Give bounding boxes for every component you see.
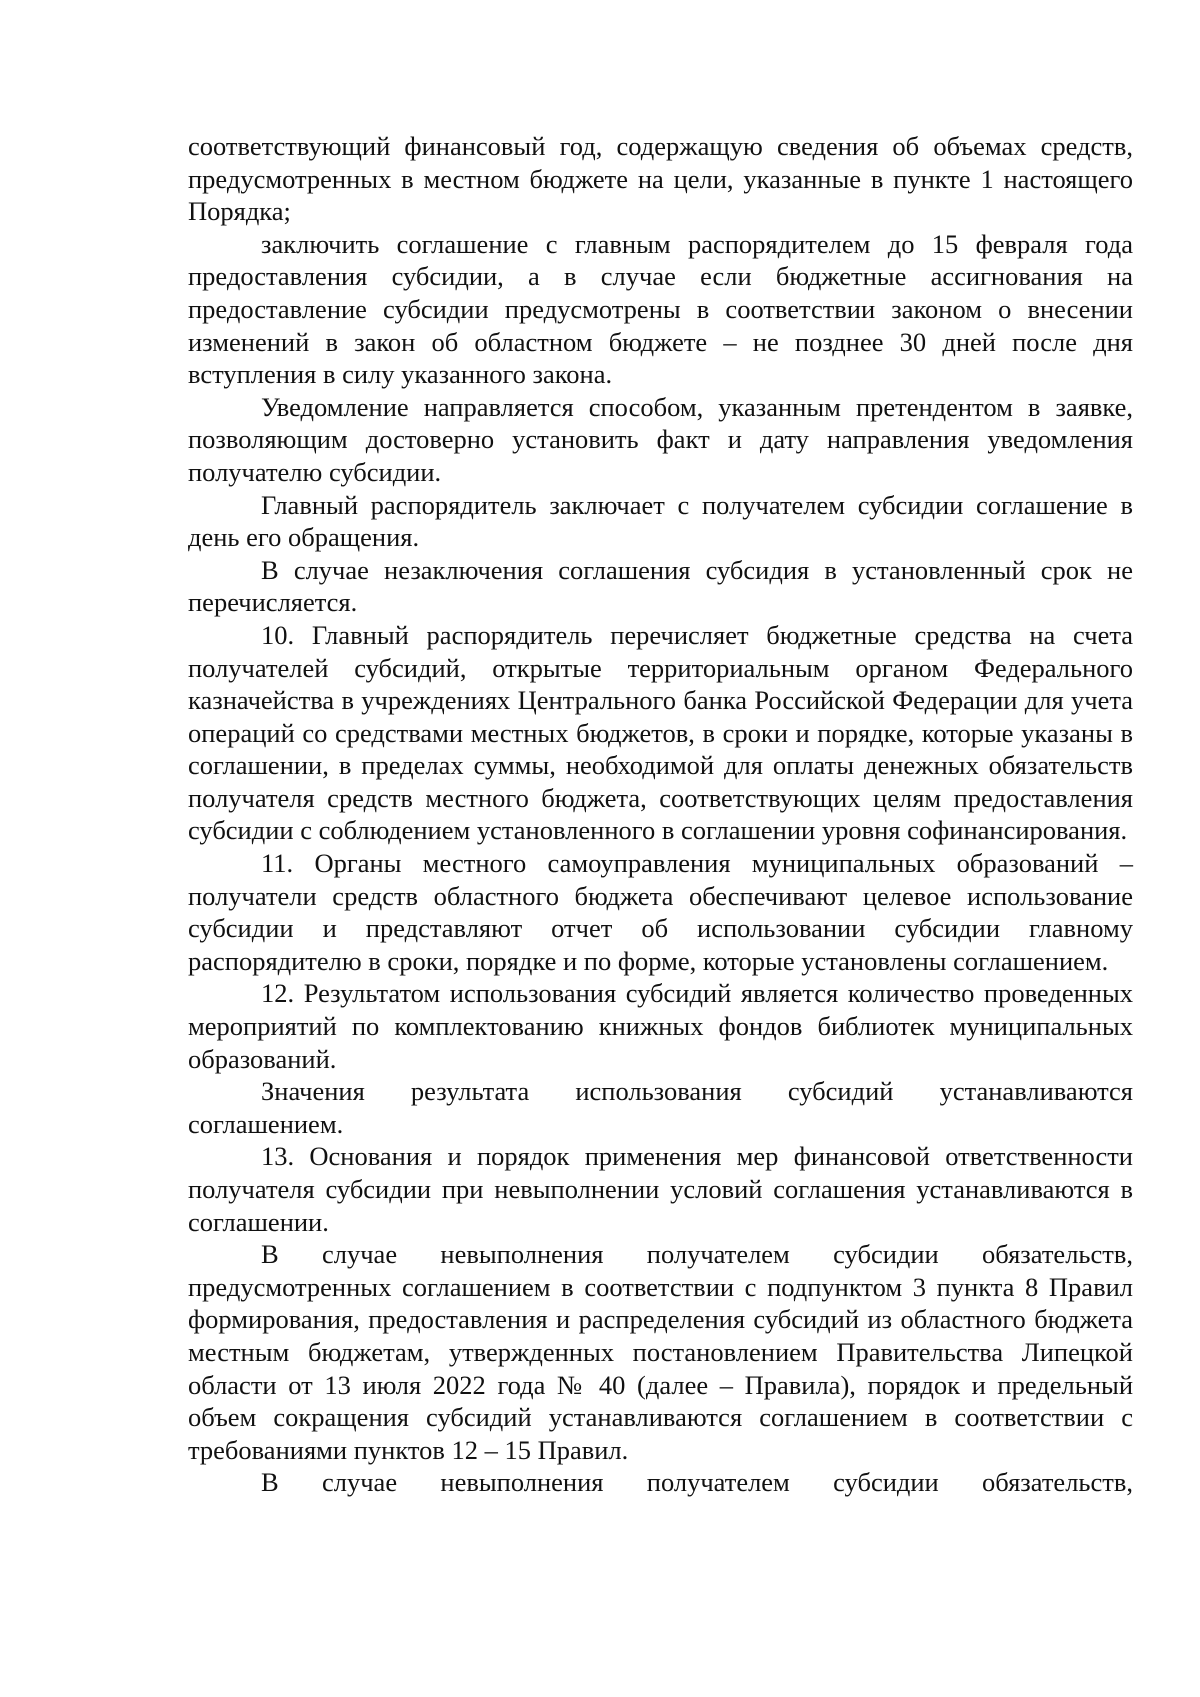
paragraph: 13. Основания и порядок применения мер финансовой ответственности получателя субсидии при невыполнении условий соглашения устанавливаются в соглашении. (188, 1141, 1133, 1237)
paragraph: заключить соглашение с главным распорядителем до 15 февраля года предоставления субсидии, а в случае если бюджетные ассигнования на предоставление субсидии предусмотрены в соответствии законом о внесении изменений в закон об областном бюджете – не позднее 30 дней после дня вступления в силу указанного закона. (188, 228, 1133, 390)
document-body (188, 130, 1133, 1499)
paragraph: В случае невыполнения получателем субсидии обязательств, предусмотренных соглашением в соответствии с подпунктом 3 пункта 8 Правил формирования, предоставления и распределения субсидий из областного бюджета местным бюджетам, утвержденных постановлением Правительства Липецкой области от 13 июля 2022 года № 40 (далее – Правила), порядок и предельный объем сокращения субсидий устанавливаются соглашением в соответствии с требованиями пунктов 12 – 15 Правил. (188, 1239, 1133, 1465)
paragraph: 12. Результатом использования субсидий является количество проведенных мероприятий по комплектованию книжных фондов библиотек муниципальных образований. (188, 978, 1133, 1074)
paragraph: Главный распорядитель заключает с получателем субсидии соглашение в день его обращения. (188, 489, 1133, 553)
paragraph: 11. Органы местного самоуправления муниципальных образований –получатели средств областного бюджета обеспечивают целевое использование субсидии и представляют отчет об использовании субсидии главному распорядителю в сроки, порядке и по форме, которые установлены соглашением. (188, 848, 1133, 976)
paragraph: соответствующий финансовый год, содержащую сведения об объемах средств, предусмотренных в местном бюджете на цели, указанные в пункте 1 настоящего Порядка; (188, 131, 1133, 227)
paragraph: 10. Главный распорядитель перечисляет бюджетные средства на счета получателей субсидий, открытые территориальным органом Федерального казначейства в учреждениях Центрального банка Российской Федерации для учета операций со средствами местных бюджетов, в сроки и порядке, которые указаны в соглашении, в пределах суммы, необходимой для оплаты денежных обязательств получателя средств местного бюджета, соответствующих целям предоставления субсидии с соблюдением установленного в соглашении уровня софинансирования. (188, 619, 1133, 846)
paragraph: В случае невыполнения получателем субсидии обязательств, (261, 1467, 1133, 1498)
paragraph: В случае незаключения соглашения субсидия в установленный срок не перечисляется. (188, 554, 1133, 618)
paragraph: Значения результата использования субсидий устанавливаются соглашением. (188, 1076, 1133, 1139)
paragraph: Уведомление направляется способом, указанным претендентом в заявке, позволяющим достоверно установить факт и дату направления уведомления получателю субсидии. (188, 391, 1133, 487)
